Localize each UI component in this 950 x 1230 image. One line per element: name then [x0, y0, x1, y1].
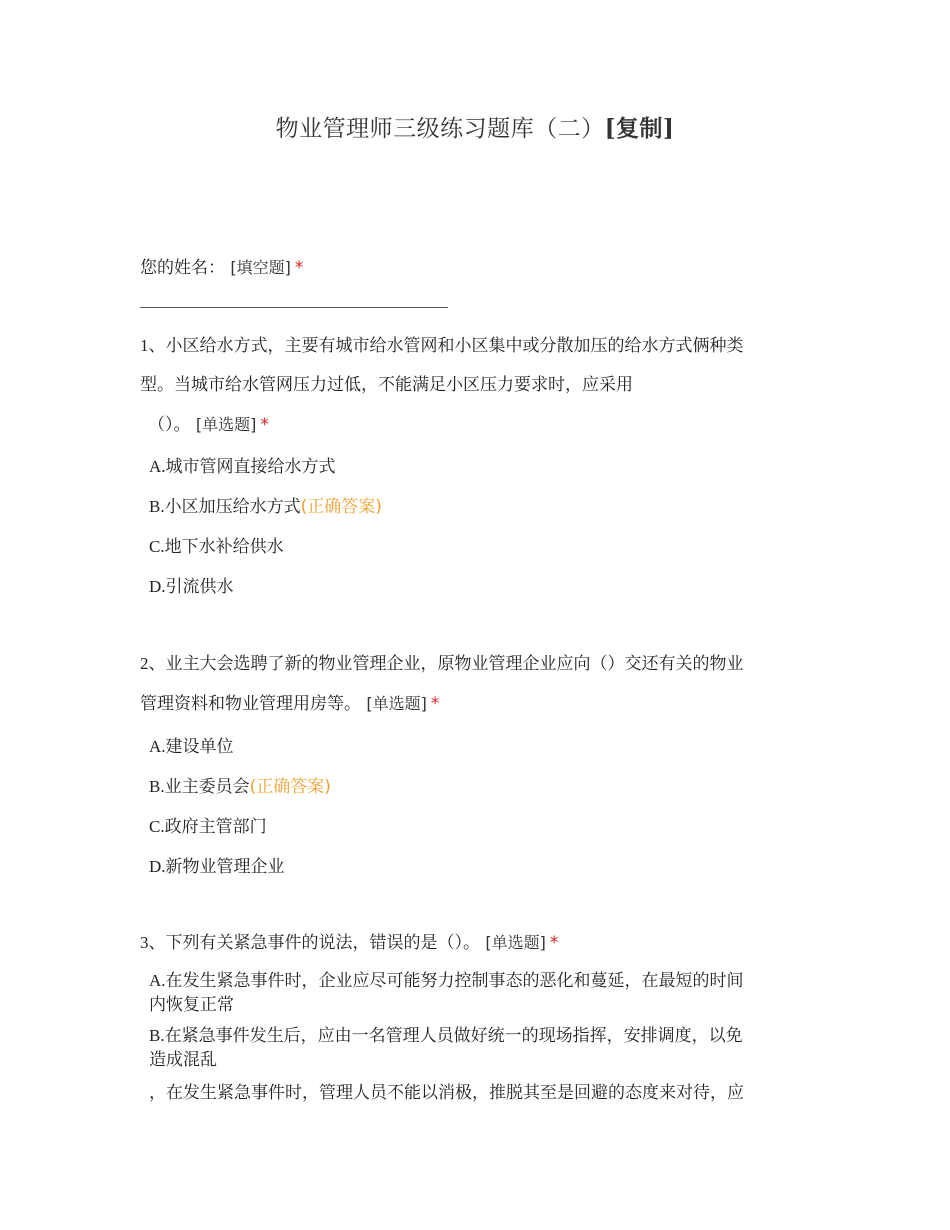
option-letter: B.: [149, 497, 165, 516]
option-text-line: 造成混乱: [149, 1050, 217, 1070]
option-text: 业主委员会: [164, 777, 250, 797]
question-3: [140, 923, 810, 963]
question-text-line: 管理资料和物业管理用房等。: [140, 694, 361, 714]
required-mark: *: [430, 694, 440, 714]
option-c-partial[interactable]: [149, 1079, 819, 1107]
question-number: 3、: [140, 933, 166, 952]
option-b[interactable]: [149, 487, 809, 527]
option-letter: A.: [149, 971, 166, 990]
option-text: 引流供水: [165, 577, 234, 597]
option-letter: B.: [149, 777, 165, 796]
option-letter: D.: [149, 857, 166, 876]
required-mark: *: [294, 258, 304, 278]
option-a[interactable]: [149, 727, 809, 767]
question-3-options: [149, 969, 809, 1079]
option-a[interactable]: [149, 969, 809, 1017]
option-text: 小区加压给水方式: [164, 497, 301, 517]
question-text-line-wrapper: [140, 405, 810, 445]
option-text: 城市管网直接给水方式: [165, 457, 336, 477]
question-type-tag: [填空题]: [230, 258, 291, 277]
option-d[interactable]: [149, 847, 809, 887]
question-1-text: [140, 326, 810, 445]
option-text-line: 内恢复正常: [149, 995, 234, 1015]
option-letter: D.: [149, 577, 166, 596]
question-2-text: [140, 644, 810, 724]
option-letter: C.: [149, 817, 165, 836]
required-mark: *: [549, 933, 559, 953]
option-text: 地下水补给供水: [164, 537, 284, 557]
name-question-label: 您的姓名：: [140, 258, 225, 278]
option-letter: A.: [149, 737, 166, 756]
name-answer-line[interactable]: [140, 307, 448, 308]
question-text-line: （）。: [148, 415, 191, 435]
option-letter: A.: [149, 457, 166, 476]
title-text: 物业管理师三级练习题库（二）: [275, 116, 605, 142]
option-text-line: ，在发生紧急事件时，管理人员不能以消极，推脱其至是回避的态度来对待，应: [149, 1083, 744, 1103]
page-title: [0, 110, 950, 143]
option-text: 建设单位: [165, 737, 234, 757]
question-1-options: [149, 447, 809, 607]
question-text-line: 小区给水方式，主要有城市给水管网和小区集中或分散加压的给水方式俩种类: [165, 336, 744, 356]
question-type-tag: [单选题]: [366, 694, 427, 713]
option-text: 政府主管部门: [164, 817, 267, 837]
question-number: 1、: [140, 336, 166, 355]
option-text-line: 在紧急事件发生后，应由一名管理人员做好统一的现场指挥，安排调度，以免: [164, 1026, 743, 1046]
option-c[interactable]: [149, 527, 809, 567]
question-3-text: [140, 923, 810, 963]
question-text-line: 型。当城市给水管网压力过低，不能满足小区压力要求时，应采用: [140, 375, 633, 395]
correct-answer-mark: (正确答案): [249, 777, 331, 797]
required-mark: *: [260, 415, 269, 435]
option-text: 新物业管理企业: [165, 857, 285, 877]
option-text-line: 在发生紧急事件时，企业应尽可能努力控制事态的恶化和蔓延，在最短的时间: [165, 971, 744, 991]
option-letter: B.: [149, 1026, 165, 1045]
name-question: [140, 248, 810, 288]
copy-tag: [复制]: [604, 115, 675, 142]
question-text-line: 业主大会选聘了新的物业管理企业，原物业管理企业应向（）交还有关的物业: [165, 654, 744, 674]
question-text-line: 下列有关紧急事件的说法，错误的是（）。: [165, 933, 480, 953]
question-1: [140, 326, 810, 445]
option-d[interactable]: [149, 567, 809, 607]
option-letter: C.: [149, 537, 165, 556]
correct-answer-mark: (正确答案): [300, 497, 382, 517]
option-c[interactable]: [149, 807, 809, 847]
question-number: 2、: [140, 654, 166, 673]
question-type-tag: [单选题]: [195, 415, 257, 434]
option-a[interactable]: [149, 447, 809, 487]
option-b[interactable]: [149, 1024, 809, 1072]
question-type-tag: [单选题]: [485, 933, 546, 952]
option-b[interactable]: [149, 767, 809, 807]
question-2-options: [149, 727, 809, 887]
question-2: [140, 644, 810, 724]
